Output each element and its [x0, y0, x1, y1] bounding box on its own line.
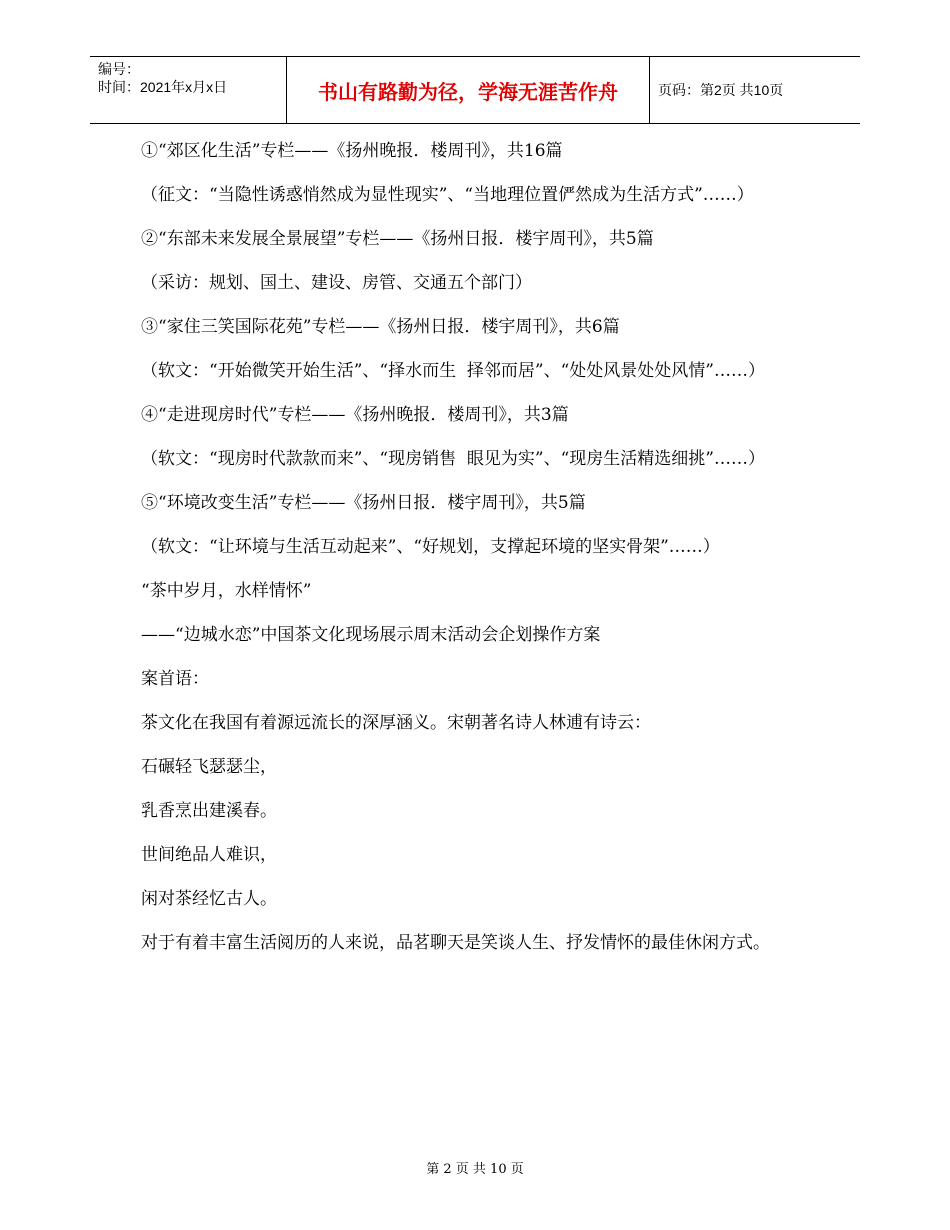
paragraph: ④“走进现房时代”专栏——《扬州晚报．楼周刊》，共3篇: [141, 405, 569, 425]
paragraph: （软文：“现房时代款款而来”、“现房销售 眼见为实”、“现房生活精选细挑”……）: [141, 449, 765, 469]
poem-line: 乳香烹出建溪春。: [141, 801, 277, 821]
header-page-info: 页码：第2页 共10页: [658, 82, 784, 98]
paragraph: ③“家住三笑国际花苑”专栏——《扬州日报．楼宇周刊》，共6篇: [141, 317, 620, 337]
paragraph: ②“东部未来发展全景展望”专栏——《扬州日报．楼宇周刊》，共5篇: [141, 229, 654, 249]
paragraph: （软文：“让环境与生活互动起来”、“好规划，支撑起环境的坚实骨架”……）: [141, 537, 720, 557]
header-page-cell: [650, 57, 860, 123]
paragraph: （征文：“当隐性诱惑悄然成为显性现实”、“当地理位置俨然成为生活方式”……）: [141, 185, 754, 205]
paragraph: ⑤“环境改变生活”专栏——《扬州日报．楼宇周刊》，共5篇: [141, 493, 586, 513]
poem-line: 石碾轻飞瑟瑟尘，: [141, 757, 277, 777]
paragraph: （采访：规划、国土、建设、房管、交通五个部门）: [141, 273, 532, 293]
header-motto-cell: [287, 57, 650, 123]
paragraph: ——“边城水恋”中国茶文化现场展示周末活动会企划操作方案: [141, 625, 601, 645]
header-meta-cell: [90, 57, 287, 123]
page-footer: 第 2 页 共 10 页: [426, 1162, 524, 1177]
header-motto: 书山有路勤为径，学海无涯苦作舟: [318, 79, 618, 104]
poem-line: 世间绝品人难识，: [141, 845, 277, 865]
document-time-label: 时间：2021年x月x日: [98, 79, 228, 95]
paragraph: ①“郊区化生活”专栏——《扬州晚报．楼周刊》，共16篇: [141, 141, 563, 161]
paragraph: 茶文化在我国有着源远流长的深厚涵义。宋朝著名诗人林逋有诗云：: [141, 713, 651, 733]
paragraph: （软文：“开始微笑开始生活”、“择水而生 择邻而居”、“处处风景处处风情”……）: [141, 361, 765, 381]
poem-line: 闲对茶经忆古人。: [141, 889, 277, 909]
document-body: [141, 140, 821, 976]
paragraph: 案首语：: [141, 669, 209, 689]
document-header: [90, 56, 860, 124]
paragraph: “茶中岁月，水样情怀”: [141, 581, 312, 601]
paragraph: 对于有着丰富生活阅历的人来说，品茗聊天是笑谈人生、抒发情怀的最佳休闲方式。: [141, 933, 770, 953]
document-number-label: 编号：: [98, 61, 140, 77]
